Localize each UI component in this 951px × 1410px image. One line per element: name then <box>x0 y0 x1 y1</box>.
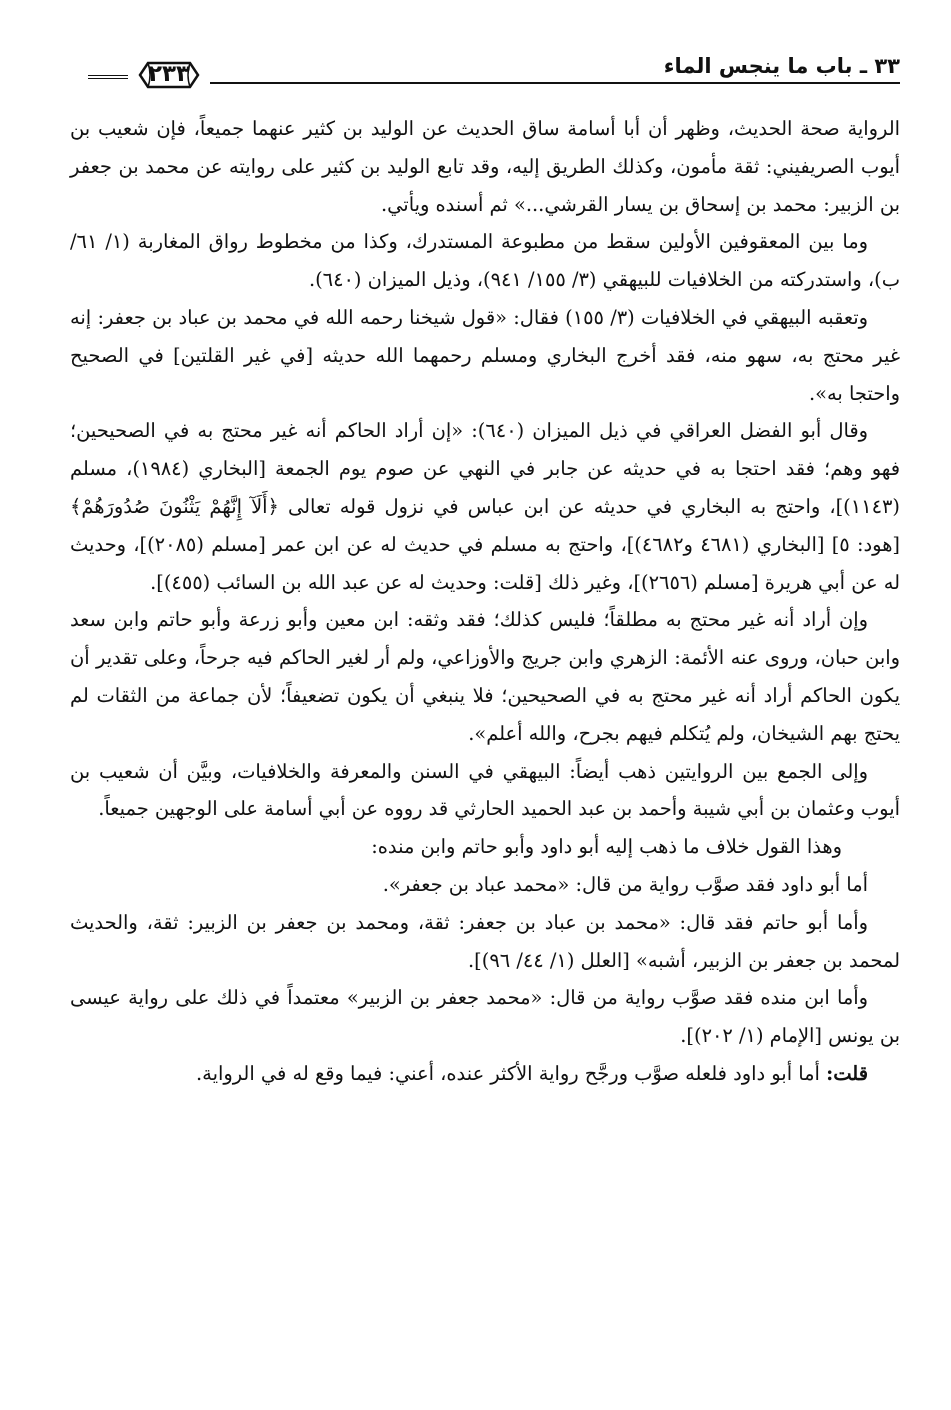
page-header <box>70 48 900 110</box>
paragraph-9: وأما أبو حاتم فقد قال: «محمد بن عباد بن جعفر: ثقة، ومحمد بن جعفر بن الزبير: ثقة، والحديث لمحمد بن جعفر بن الزبير، أشبه» [العلل (١/ ٤٤/ ٩٦)]. <box>70 910 900 972</box>
paragraph-2: وما بين المعقوفين الأولين سقط من مطبوعة المستدرك، وكذا من مخطوط رواق المغاربة (١/ ٦١/ب)، واستدركته من الخلافيات للبيهقي (٣/ ١٥٥/ ٩٤١)، وذيل الميزان (٦٤٠). <box>70 230 900 292</box>
page-number: ٢٣٣ <box>147 61 191 87</box>
paragraph-11-text: أما أبو داود فلعله صوَّب ورجَّح رواية الأكثر عنده، أعني: فيما وقع له في الرواية. <box>196 1061 820 1085</box>
header-rule <box>210 82 900 84</box>
paragraph-10: وأما ابن منده فقد صوَّب رواية من قال: «محمد جعفر بن الزبير» معتمداً في ذلك على رواية عيسى بن يونس [الإمام (١/ ٢٠٢)]. <box>70 986 900 1048</box>
paragraph-3: وتعقبه البيهقي في الخلافيات (٣/ ١٥٥) فقال: «قول شيخنا رحمه الله في محمد بن عباد بن جعفر: إنه غير محتج به، سهو منه، فقد أخرج البخاري ومسلم رحمهما الله حديثه [في غير القلتين] في الصحيح واحتجا به». <box>70 305 900 405</box>
paragraph-8: أما أبو داود فقد صوَّب رواية من قال: «محمد عباد بن جعفر». <box>382 872 868 896</box>
page-number-ornament <box>130 58 208 92</box>
paragraph-7: وهذا القول خلاف ما ذهب إليه أبو داود وأبو حاتم وابن منده: <box>371 835 842 859</box>
paragraph-6: وإلى الجمع بين الروايتين ذهب أيضاً: البيهقي في السنن والمعرفة والخلافيات، وبيَّن أن شعيب بن أيوب وعثمان بن أبي شيبة وأحمد بن عبد الحميد الحارثي قد رووه عن أبي أسامة على الوجهين جميعاً. <box>70 759 900 821</box>
book-page <box>70 48 900 1093</box>
paragraph-5: وإن أراد أنه غير محتج به مطلقاً؛ فليس كذلك؛ فقد وثقه: ابن معين وأبو زرعة وأبو حاتم وابن سعد وابن حبان، وروى عنه الأئمة: الزهري وابن جريج والأوزاعي، ولم أر لغير الحاكم فيه جرحاً، وعلى تقدير أن يكون الحاكم أراد أنه غير محتج به في الصحيحين؛ فلا ينبغي أن يكون تضعيفاً؛ لأن جماعة من الثقات لم يحتج بهم الشيخان، ولم يُتكلم فيهم بجرح، والله أعلم». <box>70 608 900 745</box>
body-text <box>70 110 900 1093</box>
paragraph-11 <box>70 1055 900 1093</box>
paragraph-4: وقال أبو الفضل العراقي في ذيل الميزان (٦٤٠): «إن أراد الحاكم أنه غير محتج به في الصحيحين؛ فهو وهم؛ فقد احتجا به في حديثه عن جابر في النهي عن صوم يوم الجمعة [البخاري (١٩٨٤)، مسلم (١١٤٣)]، واحتج به البخاري في حديثه عن ابن عباس في نزول قوله تعالى ﴿أَلَآ إِنَّهُمْ يَثْنُونَ صُدُورَهُمْ﴾ [هود: ٥] [البخاري (٤٦٨١ و٤٦٨٢)]، واحتج به مسلم في حديث له عن ابن عمر [مسلم (٢٠٨٥)]، وحديث له عن أبي هريرة [مسلم (٢٦٥٦)]، وغير ذلك [قلت: وحديث له عن عبد الله بن السائب (٤٥٥)]. <box>70 419 900 594</box>
running-title: ٣٣ ـ باب ما ينجس الماء <box>663 54 900 78</box>
paragraph-1: الرواية صحة الحديث، وظهر أن أبا أسامة ساق الحديث عن الوليد بن كثير عنهما جميعاً، فإن شعيب بن أيوب الصريفيني: ثقة مأمون، وكذلك الطريق إليه، وقد تابع الوليد بن كثير على روايته عن محمد بن جعفر بن الزبير: محمد بن إسحاق بن يسار القرشي...» ثم أسنده ويأتي. <box>70 117 900 216</box>
paragraph-lead: قلت: <box>826 1061 868 1085</box>
header-rule-short <box>88 75 128 79</box>
